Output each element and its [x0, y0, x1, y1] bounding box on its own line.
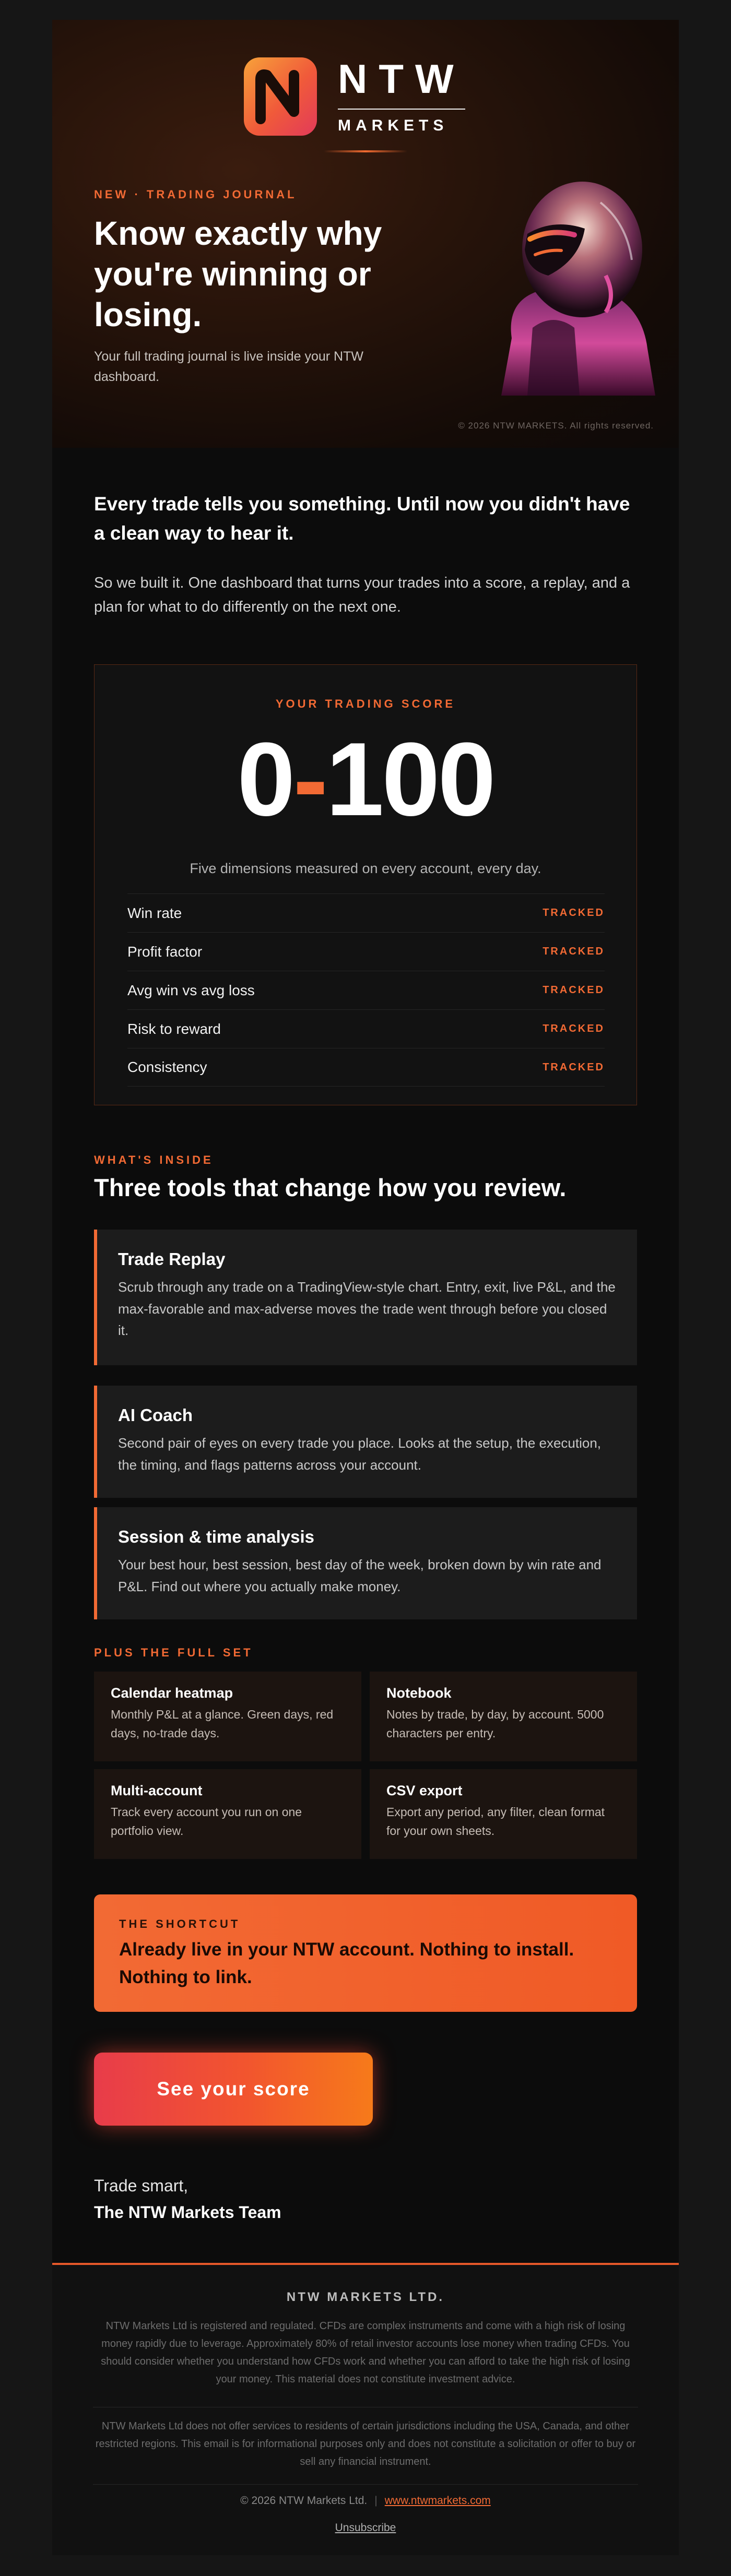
- tool-title: Session & time analysis: [118, 1527, 315, 1546]
- feature-title: Multi-account: [111, 1783, 203, 1798]
- footer-divider: [93, 2484, 638, 2485]
- metric-name: Consistency: [127, 1059, 207, 1075]
- feature-description: Track every account you run on one portfolio view.: [111, 1805, 302, 1838]
- email-container: [52, 20, 679, 2555]
- feature-notebook: [370, 1672, 637, 1761]
- hero-section: [52, 20, 679, 448]
- score-description: Five dimensions measured on every account, every day.: [190, 861, 541, 876]
- brand-logo[interactable]: [244, 57, 465, 136]
- tool-description: Your best hour, best session, best day of the week, broken down by win rate and P&L. Find out where you actually make money.: [118, 1557, 602, 1594]
- footer-copyright: © 2026 NTW Markets Ltd.: [240, 2495, 368, 2507]
- metric-row: [127, 932, 605, 971]
- feature-description: Export any period, any filter, clean format for your own sheets.: [386, 1805, 605, 1838]
- signoff: [94, 2173, 281, 2226]
- feature-csv-export: [370, 1769, 637, 1859]
- website-link[interactable]: www.ntwmarkets.com: [384, 2495, 491, 2507]
- signoff-line: Trade smart,: [94, 2176, 188, 2195]
- feature-title: Notebook: [386, 1685, 452, 1701]
- metric-name: Profit factor: [127, 943, 203, 960]
- metric-status-badge: TRACKED: [543, 907, 605, 919]
- unsubscribe-link[interactable]: Unsubscribe: [335, 2522, 396, 2534]
- footer-separator: |: [374, 2495, 378, 2507]
- full-set-eyebrow: PLUS THE FULL SET: [94, 1646, 253, 1659]
- hero-title: Know exactly why you're winning or losing.: [94, 214, 382, 334]
- logo-wordmark: NTW: [338, 56, 465, 102]
- shortcut-text: Already live in your NTW account. Nothing to install. Nothing to link.: [119, 1939, 574, 1987]
- footer-risk-disclaimer: NTW Markets Ltd is registered and regulated. CFDs are complex instruments and come with a high risk of losing money rapidly due to leverage. Approximately 80% of retail investor accounts lose money when trading CFDs. You should consider whether you understand how CFDs work and whether you can afford to take the high risk of losing your money. This material does not constitute investment advice.: [101, 2320, 630, 2385]
- logo-divider: [324, 150, 407, 152]
- tool-card-trade-replay: [94, 1230, 637, 1365]
- metric-name: Risk to reward: [127, 1020, 221, 1037]
- score-range: [95, 721, 636, 838]
- score-range-low: 0: [237, 721, 293, 838]
- hero-copyright: © 2026 NTW MARKETS. All rights reserved.: [458, 421, 654, 431]
- metric-status-badge: TRACKED: [543, 946, 605, 957]
- tool-card-session-analysis: [94, 1507, 637, 1619]
- metric-row: [127, 1048, 605, 1087]
- feature-title: CSV export: [386, 1783, 463, 1798]
- metric-row: [127, 1009, 605, 1048]
- footer-jurisdiction-disclaimer: NTW Markets Ltd does not offer services to residents of certain jurisdictions including the USA, Canada, and other restricted regions. This email is for informational purposes only and does not constitute a solicitation or offer to buy or sell any financial instrument.: [95, 2420, 636, 2467]
- feature-multi-account: [94, 1769, 361, 1859]
- trading-score-card: [94, 664, 637, 1105]
- tool-title: AI Coach: [118, 1405, 193, 1425]
- feature-description: Notes by trade, by day, by account. 5000 characters per entry.: [386, 1708, 604, 1740]
- intro-body: So we built it. One dashboard that turns your trades into a score, a replay, and a plan for what to do differently on the next one.: [94, 575, 630, 616]
- hero-eyebrow: NEW · TRADING JOURNAL: [94, 188, 297, 201]
- metric-row: [127, 971, 605, 1009]
- metric-row: [127, 893, 605, 932]
- inside-title: Three tools that change how you review.: [94, 1174, 567, 1201]
- tool-title: Trade Replay: [118, 1249, 226, 1269]
- score-range-high: 100: [326, 721, 494, 838]
- intro-lead: Every trade tells you something. Until now you didn't have a clean way to hear it.: [94, 493, 630, 544]
- tool-description: Scrub through any trade on a TradingView-style chart. Entry, exit, live P&L, and the max-favorable and max-adverse moves the trade went through before you closed it.: [118, 1279, 616, 1339]
- footer-bottom-line: [52, 2495, 679, 2507]
- metric-name: Win rate: [127, 904, 182, 921]
- shortcut-eyebrow: THE SHORTCUT: [119, 1917, 241, 1930]
- feature-description: Monthly P&L at a glance. Green days, red days, no-trade days.: [111, 1708, 334, 1740]
- metric-status-badge: TRACKED: [543, 1061, 605, 1073]
- score-metrics-list: [127, 893, 605, 1087]
- footer: [52, 2263, 679, 2555]
- see-your-score-button[interactable]: See your score: [94, 2053, 373, 2126]
- logo-submark: MARKETS: [338, 109, 465, 135]
- score-eyebrow: YOUR TRADING SCORE: [275, 697, 456, 710]
- feature-title: Calendar heatmap: [111, 1685, 233, 1701]
- metric-status-badge: TRACKED: [543, 984, 605, 996]
- ntw-logo-icon: [244, 57, 317, 136]
- inside-eyebrow: WHAT'S INSIDE: [94, 1153, 214, 1166]
- metric-name: Avg win vs avg loss: [127, 982, 255, 998]
- tool-card-ai-coach: [94, 1386, 637, 1498]
- feature-calendar-heatmap: [94, 1672, 361, 1761]
- metric-status-badge: TRACKED: [543, 1023, 605, 1034]
- score-range-dash: -: [293, 721, 326, 838]
- helmet-illustration-icon: [449, 171, 658, 396]
- hero-subtitle: Your full trading journal is live inside your NTW dashboard.: [94, 349, 363, 384]
- shortcut-banner: [94, 1894, 637, 2012]
- signoff-team: The NTW Markets Team: [94, 2203, 281, 2222]
- footer-company-name: NTW MARKETS LTD.: [286, 2290, 445, 2304]
- unsubscribe-row: [52, 2522, 679, 2534]
- tool-description: Second pair of eyes on every trade you place. Looks at the setup, the execution, the timing, and flags patterns across your account.: [118, 1435, 602, 1473]
